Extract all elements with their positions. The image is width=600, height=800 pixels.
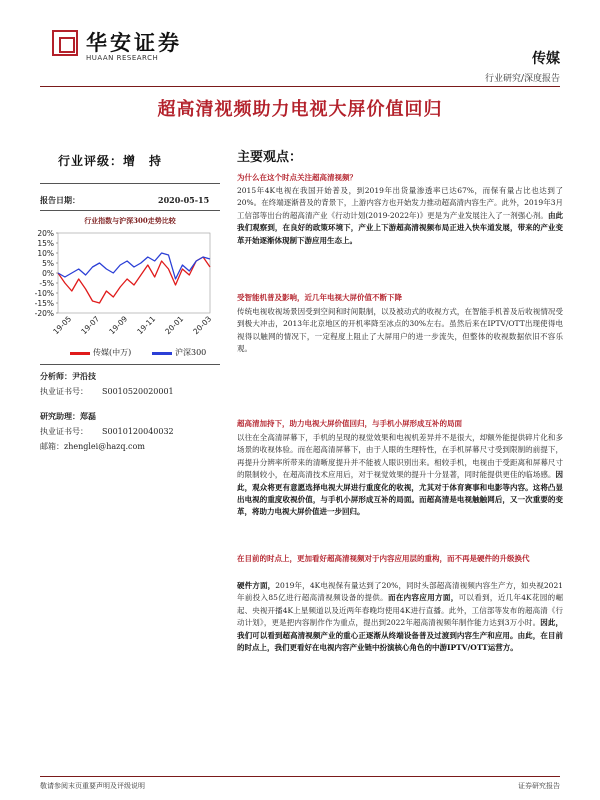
assistant-line xyxy=(40,411,96,422)
section-text-2: 传统电视收视场景因受到空间和时间限制，以及被动式的收视方式，在智能手机普及后收视情况受到极大冲击，2013年北京地区的开机率降至冰点的30%左右。虽然后来在IPTV/OTT出现使得电视得以触网的情况下，一定程度上阻止了大屏用户的进一步流失，但整体的收视数据依旧不容乐观。 xyxy=(237,307,563,354)
analyst-line xyxy=(40,371,96,382)
section-head-2: 受智能机普及影响，近几年电视大屏价值不断下降 xyxy=(237,293,402,302)
assistant-role: 研究助理： xyxy=(40,411,80,421)
legend-item-hs300 xyxy=(152,347,206,358)
chart-divider xyxy=(40,364,220,365)
rating-value: 增 持 xyxy=(123,154,163,168)
x-tick-label: 20-01 xyxy=(163,314,186,337)
section-head-3: 超高清加持下，助力电视大屏价值回归，与手机小屏形成互补的局面 xyxy=(237,419,462,428)
hardware-label: 硬件方面， xyxy=(237,581,276,590)
section-bold-3: 因此，观众将更有意愿选择电视大屏进行重度化的收视，尤其对于体育赛事和电影等内容。这将凸显出电视的重度收视价值，与手机小屏形成互补的局面。而超高清是电视触触网后，又一次重要的变革，将助力电视大屏价值进一步回归。 xyxy=(237,470,563,517)
x-tick-label: 19-09 xyxy=(107,314,130,337)
analyst-role: 分析师： xyxy=(40,371,72,381)
rating-label: 行业评级： xyxy=(58,154,124,168)
section-text-3: 以往在全高清屏幕下，手机的呈现的视觉效果和电视机差异并不是很大，却额外能提供碎片化和多场景的收视体验。而在超高清屏幕下，由于人眼的生理特性，在手机屏幕尺寸受到限制的前提下，再提升分辨率所带来的清晰度提升并不能被人眼识别出来。相较手机，电视由于受距离和屏幕尺寸的限制较小，在超高清技术应用后，对于视觉效果的提升十分显著，同时能提供更佳的临场感。 xyxy=(237,433,563,480)
series-line-media xyxy=(58,257,210,303)
logo-text: 华安证券 xyxy=(86,30,182,55)
section-body-1 xyxy=(237,185,563,247)
y-tick-label: 0% xyxy=(42,269,54,278)
assistant-cert-line xyxy=(40,426,174,437)
assistant-name: 郑磊 xyxy=(80,411,96,421)
content-label: 而在内容应用方面， xyxy=(388,593,459,603)
email-label: 邮箱： xyxy=(40,442,64,451)
section-body-2 xyxy=(237,306,563,356)
logo-subtext: HUAAN RESEARCH xyxy=(86,54,159,62)
section-body-4 xyxy=(237,580,563,654)
legend-label-hs300: 沪深300 xyxy=(175,348,207,357)
legend-swatch-media xyxy=(70,352,90,355)
content-text: 可以看到，近几年4K花园的崛起、央视开播4K上星频道以及近两年春晚均使用4K进行直播。此外，工信部等发布的超高清《行动计划》，更是把内容制作作为重点，提出到2022年超高清视频年制作能力达到3万小时。 xyxy=(237,593,564,628)
hardware-text: 2019年，4K电视保有量达到了20%，同时头部超高清视频内容生产方，如央视2021年前投入85亿进行超高清视频设备的提供。 xyxy=(237,581,563,603)
assistant-cert-label: 执业证书号： xyxy=(40,427,88,436)
main-points-heading: 主要观点： xyxy=(237,150,303,165)
header-divider xyxy=(40,86,560,87)
analyst-cert: S0010520020001 xyxy=(102,387,174,396)
legend-item-media xyxy=(70,347,131,358)
assistant-email-line[interactable] xyxy=(40,441,145,452)
section-head-4: 在目前的时点上，更加看好超高清视频对于内容应用层的重构，而不再是硬件的升级换代 xyxy=(237,554,530,563)
y-tick-label: 15% xyxy=(37,239,54,248)
email-link[interactable]: zhenglei@hazq.com xyxy=(64,442,145,451)
section-bold-4: 因此，我们可以看到超高清视频产业的重心正逐渐从终端设备普及过渡到内容生产和应用。由此，在目前的时点上，我们更看好在电视内容产业链中扮演核心角色的中游IPTV/OTT运营方。 xyxy=(237,618,564,653)
assistant-cert: S0010120040032 xyxy=(102,427,174,436)
footer-disclaimer: 敬请参阅末页重要声明及评级说明 xyxy=(40,782,145,790)
footer-label: 证券研究报告 xyxy=(518,782,560,790)
legend-swatch-hs300 xyxy=(152,352,172,355)
footer-divider xyxy=(40,776,560,777)
y-tick-label: -10% xyxy=(34,289,54,298)
report-date-label: 报告日期： xyxy=(40,195,80,205)
analyst-cert-label: 执业证书号： xyxy=(40,387,88,396)
analyst-name: 尹沿技 xyxy=(72,371,96,381)
y-tick-label: -15% xyxy=(34,299,54,308)
x-tick-label: 20-03 xyxy=(191,314,214,337)
x-tick-label: 19-11 xyxy=(135,314,158,337)
logo-icon xyxy=(52,30,78,56)
section-head-1: 为什么在这个时点关注超高清视频？ xyxy=(237,173,357,182)
legend-label-media: 传媒(中万) xyxy=(93,348,132,357)
section-text-1: 2015年4K电视在我国开始普及，到2019年出货量渗透率已达67%，而保有量占比也达到了20%。在终端逐渐普及的背景下，上游内容方也开始发力推动超高清内容生产。此外，2019年3月工信部等出台的超高清产业《行动计划(2019-2022年)》更是为产业发展注入了一剂强心剂。 xyxy=(237,186,563,220)
date-divider xyxy=(40,210,220,211)
y-tick-label: -20% xyxy=(34,309,54,318)
section-body-3 xyxy=(237,432,563,519)
y-tick-label: 5% xyxy=(42,259,54,268)
analyst-cert-line xyxy=(40,386,174,397)
report-type: 行业研究/深度报告 xyxy=(484,74,560,84)
y-tick-label: 10% xyxy=(37,249,54,258)
series-line-hs300 xyxy=(58,253,210,279)
y-tick-label: 20% xyxy=(37,229,54,238)
chart-title: 行业指数与沪深300走势比较 xyxy=(84,216,176,225)
x-tick-label: 19-07 xyxy=(79,314,102,337)
x-tick-label: 19-05 xyxy=(51,314,74,337)
y-tick-label: -5% xyxy=(39,279,54,288)
rating-divider xyxy=(40,183,220,184)
report-date-value: 2020-05-15 xyxy=(158,195,210,205)
index-comparison-chart xyxy=(28,225,218,343)
industry-rating xyxy=(58,152,162,169)
industry-label: 传媒 xyxy=(532,51,560,67)
section-bold-1: 由此我们观察到，在良好的政策环境下，产业上下游超高清视频布局正进入快车道发展，带来的产业变革开始逐渐体现制下游应用生态上。 xyxy=(237,210,564,245)
page-title: 超高清视频助力电视大屏价值回归 xyxy=(157,99,443,120)
